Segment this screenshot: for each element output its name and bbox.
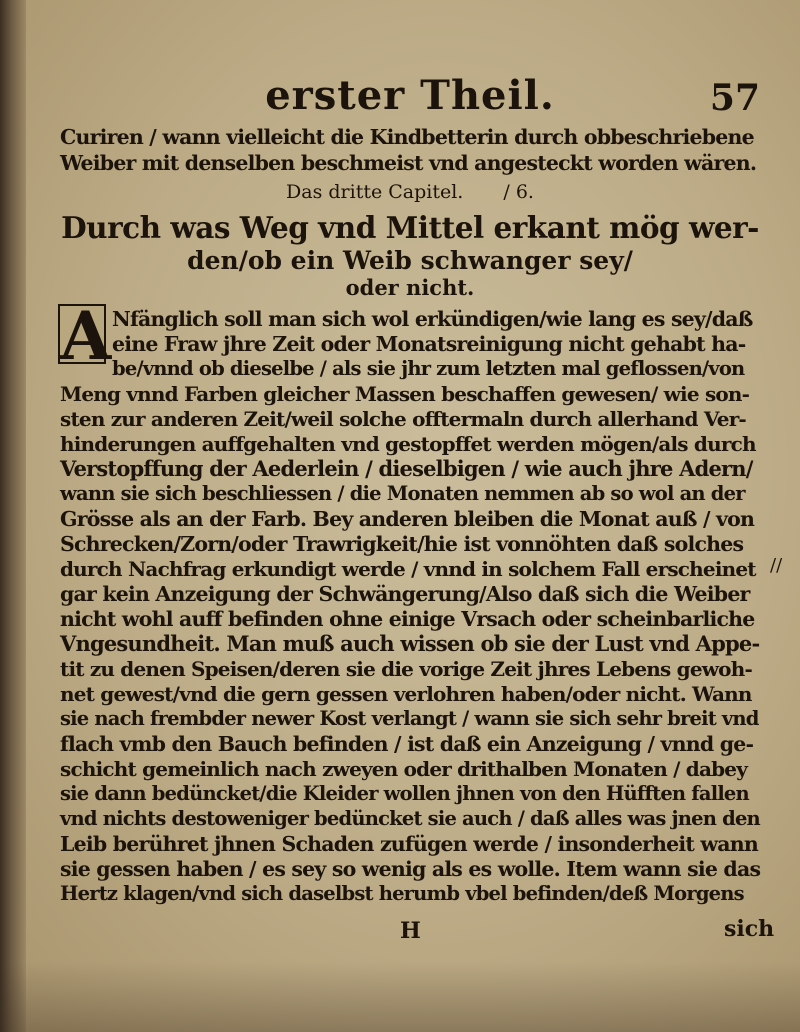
text-line: Verstopffung der Aederlein / dieselbigen / wie auch jhre Adern/: [60, 456, 753, 481]
chapter-label-mark: / 6.: [503, 181, 534, 203]
text-line: Meng vnnd Farben gleicher Massen beschaffen gewesen/ wie son-: [60, 382, 750, 406]
chapter-label-text: Das dritte Capitel.: [286, 181, 464, 203]
margin-mark: //: [770, 555, 783, 576]
chapter-label: [60, 180, 760, 204]
text-line: eine Fraw jhre Zeit oder Monatsreinigung nicht gehabt ha-: [112, 332, 746, 356]
running-head: [60, 72, 760, 120]
chapter-title-line: den/ob ein Weib schwanger sey/: [187, 246, 633, 275]
book-gutter: [0, 0, 26, 1032]
page-shadow: [0, 962, 800, 1032]
text-line: nicht wohl auff befinden ohne einige Vrsach oder scheinbarliche: [60, 607, 755, 631]
catchword: sich: [724, 916, 775, 942]
text-line: Vngesundheit. Man muß auch wissen ob sie der Lust vnd Appe-: [60, 631, 760, 656]
text-line: Curiren / wann vielleicht die Kindbetterin durch obbeschriebene: [60, 125, 754, 149]
running-title: erster Theil.: [265, 72, 555, 119]
text-line: vnd nichts destoweniger bedüncket sie auch / daß alles was jnen den: [60, 807, 760, 830]
text-line: sten zur anderen Zeit/weil solche offtermaln durch allerhand Ver-: [60, 407, 746, 431]
text-line: hinderungen auffgehalten vnd gestopffet werden mögen/als durch: [60, 432, 756, 456]
text-line: durch Nachfrag erkundigt werde / vnnd in solchem Fall erscheinet: [60, 557, 756, 581]
text-line: gar kein Anzeigung der Schwängerung/Also daß sich die Weiber: [60, 582, 750, 606]
text-line: sie dann bedüncket/die Kleider wollen jhnen von den Hüfften fallen: [60, 782, 749, 805]
text-line: sie gessen haben / es sey so wenig als es wolle. Item wann sie das: [60, 857, 761, 881]
text-line: schicht gemeinlich nach zweyen oder drithalben Monaten / dabey: [60, 757, 748, 781]
text-line: Grösse als an der Farb. Bey anderen bleiben die Monat auß / von: [60, 507, 755, 531]
drop-cap: A: [60, 297, 112, 375]
page-number: 57: [709, 77, 760, 119]
text-line: Schrecken/Zorn/oder Trawrigkeit/hie ist vonnöhten daß solches: [60, 532, 744, 556]
signature-mark: H: [400, 918, 421, 944]
text-line: Weiber mit denselben beschmeist vnd angesteckt worden wären.: [60, 151, 757, 175]
text-line: Nfänglich soll man sich wol erkündigen/wie lang es sey/daß: [112, 307, 753, 331]
text-line: sie nach frembder newer Kost verlangt / wann sie sich sehr breit vnd: [60, 707, 759, 730]
text-line: tit zu denen Speisen/deren sie die vorige Zeit jhres Lebens gewoh-: [60, 657, 752, 681]
text-line: Hertz klagen/vnd sich daselbst herumb vbel befinden/deß Morgens: [60, 882, 744, 905]
text-line: wann sie sich beschliessen / die Monaten nemmen ab so wol an der: [60, 482, 745, 505]
chapter-title-line: oder nicht.: [345, 275, 475, 300]
text-line: net gewest/vnd die gern gessen verlohren haben/oder nicht. Wann: [60, 682, 752, 706]
text-line: Leib berühret jhnen Schaden zufügen werde / insonderheit wann: [60, 832, 758, 856]
text-line: flach vmb den Bauch befinden / ist daß ein Anzeigung / vnnd ge-: [60, 732, 754, 756]
chapter-title-line: Durch was Weg vnd Mittel erkant mög wer-: [61, 210, 759, 245]
text-line: be/vnnd ob dieselbe / als sie jhr zum letzten mal geflossen/von: [112, 357, 745, 380]
